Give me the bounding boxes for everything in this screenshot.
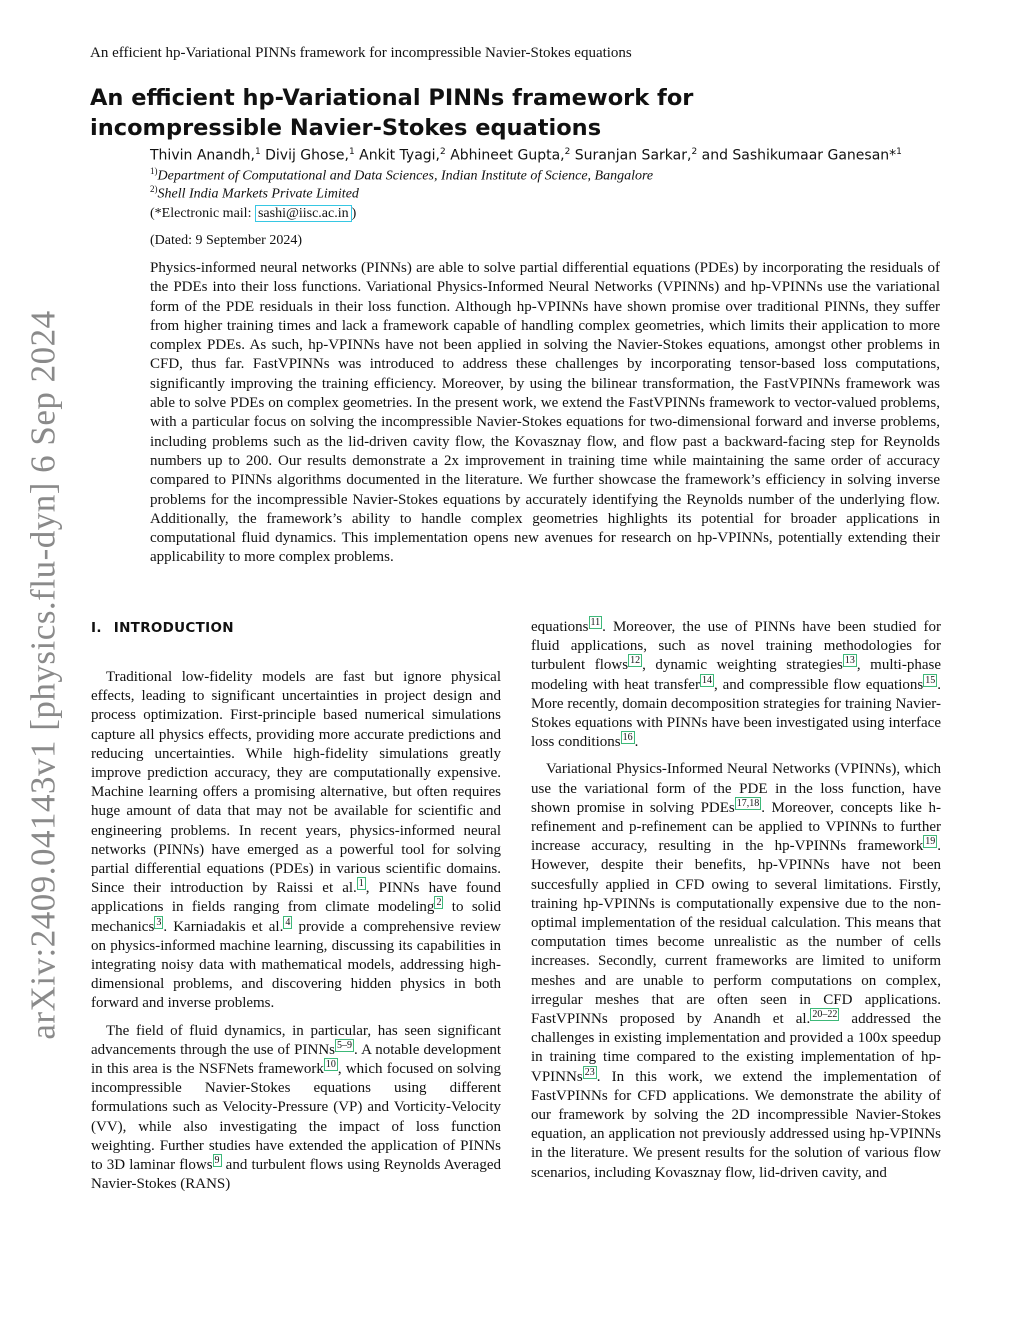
author: Thivin Anandh,: [150, 147, 255, 164]
affiliation-2: [150, 180, 950, 204]
right-column: [531, 618, 941, 1183]
author-affiliation-mark: 1: [348, 147, 355, 157]
citation-link[interactable]: 5–9: [337, 1039, 353, 1051]
text-run: . A notable development in this area is the NSFNets framework: [91, 1041, 502, 1078]
arxiv-id-text: arXiv:2409.04143v1 [physics.flu-dyn] 6 Sep 2024: [24, 310, 64, 1040]
text-run: , which focused on solving incompressible Navier-Stokes equations using different formulations such as Velocity-Pressure (VP) and Vorticity-Velocity (VV), while also investigating the impact of loss function weighting. Further studies have extended the application of PINNs to 3D laminar flows: [91, 1061, 501, 1174]
contact-email: [150, 206, 356, 222]
author-affiliation-mark: 2: [564, 147, 571, 157]
text-run: .: [634, 734, 639, 751]
email-link[interactable]: sashi@iisc.ac.in: [255, 205, 352, 222]
citation-link[interactable]: 15: [925, 674, 936, 686]
citation-link[interactable]: 19: [925, 836, 936, 848]
email-prefix: (*Electronic mail:: [150, 206, 255, 221]
citation-link[interactable]: 2: [436, 897, 442, 909]
running-head: An efficient hp-Variational PINNs framework for incompressible Navier-Stokes equations: [90, 45, 632, 61]
citation-link[interactable]: 3: [156, 916, 162, 928]
text-run: . More recently, domain decomposition strategies for training Navier-Stokes equations with PINNs have been investigated using interface loss conditions: [531, 676, 941, 751]
affiliation-mark: 2): [150, 184, 158, 194]
citation-link[interactable]: 11: [590, 617, 601, 628]
text-run: , PINNs have found applications in fields ranging from climate modeling: [91, 880, 501, 916]
arxiv-side-identifier: [4, 310, 84, 1040]
citation-link[interactable]: 1: [358, 878, 364, 890]
section-number: I.: [91, 620, 102, 636]
citation-link[interactable]: 23: [584, 1066, 595, 1078]
paragraph: [91, 1022, 501, 1195]
left-column: [91, 668, 501, 1194]
paper-title: An efficient hp-Variational PINNs framework for incompressible Navier-Stokes equations: [90, 85, 694, 141]
abstract: Physics-informed neural networks (PINNs) are able to solve partial differential equations (PDEs) by incorporating the residuals of the PDEs into their loss functions. Variational Physics-Informed Neural Networks (VPINNs) and hp-VPINNs use the variational form of the PDE residuals in their loss function. Although hp-VPINNs have shown promise over traditional PINNs, they suffer from higher training times and lack a framework capable of handling complex geometries, which limits their application to more complex PDEs. As such, hp-VPINNs have not been applied in solving the Navier-Stokes equations, amongst other problems in CFD, thus far. FastVPINNs was introduced to address these challenges by incorporating tensor-based loss computations, significantly improving the training efficiency. Moreover, by using the bilinear transformation, the FastVPINNs framework was able to solve PDEs on complex geometries. In the present work, we extend the FastVPINNs framework to vector-valued problems, with a particular focus on solving the incompressible Navier-Stokes equations for two-dimensional forward and inverse problems, including problems such as the lid-driven cavity flow, the Kovasznay flow, and flow past a backward-facing step for Reynolds numbers up to 200. Our results demonstrate a 2x improvement in training time while maintaining the same order of accuracy compared to PINNs algorithms documented in the literature. We further showcase the framework’s efficiency in solving inverse problems for the incompressible Navier-Stokes equations by accurately identifying the Reynolds number of the underlying flow. Additionally, the framework’s ability to handle complex geometries highlights its potential for broader applications in computational fluid dynamics. This implementation opens new avenues for research on hp-VPINNs, potentially extending their applicability to more complex problems.: [150, 260, 940, 566]
affiliation-text: Department of Computational and Data Sciences, Indian Institute of Science, Bangalore: [157, 168, 654, 184]
text-run: Variational Physics-Informed Neural Networks (VPINNs), which use the variational form of the PDE in the loss function, have shown promise in solving PDEs: [531, 761, 941, 816]
citation-link[interactable]: 4: [285, 916, 291, 928]
author: Abhineet Gupta,: [450, 147, 565, 164]
affiliation-mark: 1): [150, 166, 158, 176]
text-run: provide a comprehensive review on physics-informed machine learning, discussing its capabilities in integrating noisy data with mathematical models, addressing high-dimensional problems, and discovering hidden physics in both forward and inverse problems.: [91, 918, 501, 1012]
text-run: . Karniadakis et al.: [163, 918, 284, 935]
citation-link[interactable]: 10: [325, 1059, 336, 1071]
paragraph: [531, 618, 941, 752]
citation-link[interactable]: 12: [630, 655, 641, 667]
author: Suranjan Sarkar,: [574, 147, 692, 164]
text-run: Traditional low-fidelity models are fast but ignore physical effects, leading to significant uncertainties in project design and process optimization. First-principle based numerical simulations capture all physics effects, providing more accurate predictions and reducing uncertainties. While high-fidelity simulations greatly improve prediction accuracy, they are computationally expensive. Machine learning offers a promising alternative, but often requires huge amount of data that may not be available for scientific and engineering problems. In recent years, physics-informed neural networks (PINNs) have emerged as a powerful tool for solving partial differential equations (PDEs) in various scientific domains. Since their introduction by Raissi et al.: [91, 669, 501, 897]
text-run: . Moreover, concepts like h-refinement and p-refinement can be applied to VPINNs to further increase accuracy, resulting in the hp-VPINNs framework: [531, 799, 941, 855]
text-run: , and compressible flow equations: [713, 676, 924, 693]
dated-line: (Dated: 9 September 2024): [150, 233, 303, 248]
section-heading: [91, 620, 234, 636]
citation-link[interactable]: 17,18: [736, 797, 760, 809]
text-run: addressed the challenges in existing implementation and provided a 100x speedup in training time compared to the existing implementation of hp-VPINNs: [531, 1011, 942, 1085]
text-run: and turbulent flows using Reynolds Averaged Navier-Stokes (RANS): [91, 1157, 501, 1193]
citation-link[interactable]: 9: [214, 1155, 220, 1167]
text-run: . In this work, we extend the implementation of FastVPINNs for CFD applications. We demonstrate the ability of our framework by solving the 2D incompressible Navier-Stokes equation, an application not previously addressed using hp-VPINNs in the literature. We present results for the solution of various flow scenarios, including Kovasznay flow, lid-driven cavity, and: [531, 1068, 941, 1181]
author-affiliation-mark: 2: [440, 147, 446, 157]
citation-link[interactable]: 20–22: [812, 1009, 838, 1021]
text-run: , multi-phase modeling with heat transfer: [531, 657, 941, 693]
author-affiliation-mark: 2: [691, 147, 698, 157]
citation-link[interactable]: 14: [701, 674, 712, 686]
paragraph: [91, 668, 501, 1014]
text-run: , dynamic weighting strategies: [642, 657, 843, 674]
author: Divij Ghose,: [265, 147, 349, 164]
affiliation-text: Shell India Markets Private Limited: [157, 186, 359, 202]
email-suffix: ): [351, 206, 357, 221]
section-title: INTRODUCTION: [113, 620, 234, 636]
author-affiliation-mark: 1: [896, 147, 902, 157]
citation-link[interactable]: 13: [844, 655, 855, 667]
author-affiliation-mark: 1: [254, 147, 261, 157]
author: Ankit Tyagi,: [359, 147, 441, 164]
text-run: The field of fluid dynamics, in particular, has seen significant advancements through the use of PINNs: [91, 1022, 501, 1058]
author: and Sashikumaar Ganesan*: [701, 147, 897, 164]
text-run: . Moreover, the use of PINNs have been studied for fluid applications, such as novel training methodologies for turbulent flows: [531, 619, 941, 674]
citation-link[interactable]: 16: [622, 732, 633, 744]
text-run: to solid mechanics: [91, 899, 501, 935]
text-run: . However, despite their benefits, hp-VPINNs have not been succesfully applied in CFD owing to several limitations. Firstly, training hp-VPINNs is computationally expensive due to the non-optimal implementation of the residual calculation. This means that computation times become unrealistic as the number of cells increases. Secondly, current frameworks are limited to uniform meshes and are unable to perform computations on complex, irregular meshes that are often seen in CFD applications. FastVPINNs proposed by Anandh et al.: [531, 838, 941, 1028]
text-run: equations: [531, 619, 589, 635]
paragraph: [531, 760, 941, 1182]
